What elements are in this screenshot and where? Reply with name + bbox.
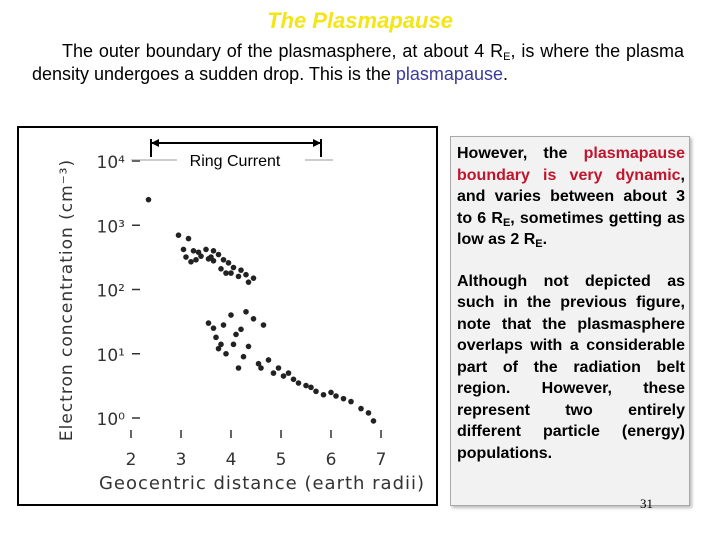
data-point — [251, 316, 257, 322]
intro-subscript-e: E — [503, 51, 511, 63]
data-point — [238, 267, 244, 273]
intro-text-2: , is where the plasma density undergoes a sudden drop. This is the — [32, 41, 685, 84]
data-point — [348, 399, 354, 405]
data-point — [186, 236, 192, 242]
data-point — [228, 312, 234, 318]
data-point — [243, 272, 249, 278]
intro-text-end: . — [502, 64, 508, 84]
y-tick-label: 10⁴ — [96, 153, 125, 173]
data-point — [243, 309, 249, 315]
y-axis-title: Electron concentration (cm⁻³) — [57, 158, 77, 442]
data-point — [233, 332, 239, 338]
side-plasmapause-highlight: plasmapause — [583, 145, 685, 162]
intro-paragraph — [32, 40, 684, 86]
intro-plasmapause-highlight: plasmapause — [395, 64, 503, 84]
data-point — [213, 335, 219, 341]
side-note-dynamic — [457, 143, 685, 251]
side-subscript-e2: E — [535, 238, 543, 250]
ring-current-arrow-left — [151, 139, 159, 147]
data-point — [333, 393, 339, 399]
data-point — [271, 370, 277, 376]
data-point — [366, 410, 372, 416]
ring-current-label: Ring Current — [189, 153, 281, 170]
side-text-e: . — [542, 231, 548, 248]
data-point — [258, 365, 264, 371]
data-point — [238, 327, 244, 333]
side-text-c: , and varies between about 3 to 6 R — [457, 166, 685, 227]
data-point — [226, 260, 232, 266]
data-point — [296, 380, 302, 386]
side-dynamic-highlight: boundary is very dynamic — [457, 166, 681, 184]
data-point — [221, 257, 227, 263]
data-point — [246, 344, 252, 350]
data-point — [216, 252, 222, 258]
side-subscript-e1: E — [502, 216, 511, 229]
data-point — [218, 342, 224, 348]
data-point — [246, 279, 252, 285]
data-point — [236, 365, 242, 371]
page-number: 31 — [640, 496, 653, 511]
x-tick-label: 6 — [325, 450, 337, 470]
data-point — [223, 270, 229, 276]
data-point — [291, 377, 297, 383]
data-point — [223, 351, 229, 357]
y-tick-label: 10² — [96, 281, 125, 302]
data-point — [211, 248, 217, 254]
data-point — [241, 354, 247, 360]
density-figure — [17, 126, 438, 506]
data-point — [371, 418, 377, 424]
x-tick-label: 5 — [275, 450, 287, 470]
data-point — [341, 396, 347, 402]
ring-current-arrow-right — [313, 139, 321, 147]
data-point — [231, 265, 237, 271]
data-point — [211, 325, 217, 331]
data-point — [176, 232, 182, 238]
data-point — [183, 254, 189, 260]
data-point — [286, 370, 292, 376]
data-point — [358, 406, 364, 412]
data-point — [276, 365, 282, 371]
data-point — [203, 247, 209, 253]
y-tick-label: 10⁰ — [96, 410, 125, 430]
x-tick-label: 3 — [175, 450, 187, 470]
data-point — [211, 258, 217, 264]
density-chart — [19, 128, 436, 504]
data-point — [228, 270, 234, 276]
data-point — [198, 253, 204, 259]
intro-text-1: The outer boundary of the plasmasphere, at about 4 R — [62, 41, 504, 61]
side-text-a: However, the — [457, 145, 584, 162]
data-point — [191, 248, 197, 254]
x-tick-label: 7 — [375, 450, 387, 470]
data-point — [188, 259, 194, 265]
data-point — [146, 197, 152, 203]
data-point — [303, 383, 309, 389]
data-point — [266, 357, 272, 363]
data-point — [313, 389, 319, 395]
data-point — [308, 385, 314, 391]
data-point — [181, 247, 187, 253]
data-point — [206, 320, 212, 326]
data-point — [281, 373, 287, 379]
x-tick-label: 2 — [125, 450, 137, 470]
data-point — [231, 342, 237, 348]
data-point — [261, 322, 267, 328]
x-tick-label: 4 — [225, 450, 237, 470]
slide-title: The Plasmapause — [267, 8, 453, 33]
side-note-overlap: Although not depicted as such in the previous figure, note that the plasmasphere overlaps with a considerable part of the radiation belt region. However, these represent two entirely different particle (energy) populations. — [457, 272, 685, 462]
x-axis-title: Geocentric distance (earth radii) — [98, 473, 426, 494]
data-point — [236, 274, 242, 280]
side-text-d: , sometimes getting as low as 2 R — [457, 209, 685, 248]
data-point — [251, 275, 257, 281]
data-point — [221, 322, 227, 328]
data-point — [321, 392, 327, 398]
data-point — [328, 390, 334, 396]
data-point — [218, 266, 224, 272]
data-point — [193, 257, 199, 263]
side-note-box — [450, 136, 690, 506]
y-tick-label: 10³ — [96, 217, 125, 238]
y-tick-label: 10¹ — [96, 345, 125, 366]
